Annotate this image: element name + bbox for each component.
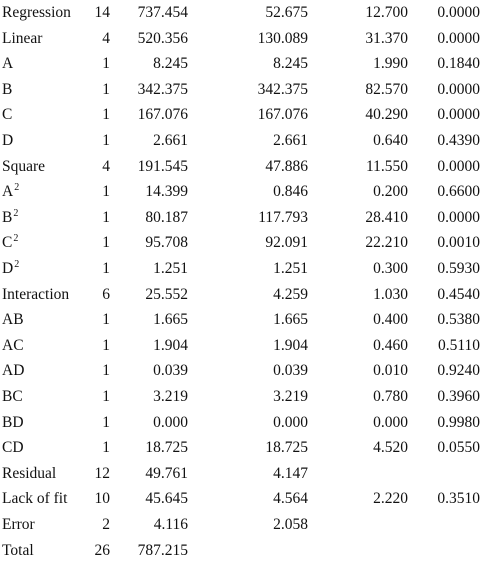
source-label: AC <box>2 336 24 354</box>
mean-square-cell: 4.147 <box>273 464 308 482</box>
sum-of-squares-cell: 49.761 <box>145 464 188 482</box>
p-value-cell: 0.3960 <box>437 388 480 405</box>
source-cell <box>2 256 19 281</box>
source-cell <box>2 538 34 563</box>
df-cell: 1 <box>102 362 110 380</box>
mean-square-cell: 0.846 <box>273 183 308 201</box>
table-row <box>0 538 474 563</box>
df-cell: 1 <box>102 55 110 73</box>
mean-square-cell: 92.091 <box>265 234 308 252</box>
mean-square-cell: 2.661 <box>273 132 308 149</box>
p-value-cell: 0.4540 <box>437 285 480 303</box>
df-cell: 10 <box>94 490 110 508</box>
df-cell: 2 <box>102 516 110 533</box>
source-cell <box>2 128 13 153</box>
f-value-cell: 28.410 <box>365 208 408 226</box>
source-cell <box>2 384 23 409</box>
source-label: A <box>2 55 14 73</box>
df-cell: 1 <box>102 413 110 431</box>
source-cell <box>2 154 45 179</box>
f-value-cell: 11.550 <box>365 157 408 175</box>
f-value-cell: 31.370 <box>365 29 408 47</box>
source-cell <box>2 333 24 358</box>
sum-of-squares-cell: 1.665 <box>153 311 188 329</box>
table-row <box>0 51 480 76</box>
p-value-cell: 0.0000 <box>437 80 480 98</box>
mean-square-cell: 1.904 <box>273 336 308 354</box>
df-cell: 6 <box>102 285 110 303</box>
f-value-cell: 0.200 <box>373 183 408 201</box>
sum-of-squares-cell: 737.454 <box>137 4 188 21</box>
df-cell: 4 <box>102 29 110 47</box>
source-cell <box>2 282 69 307</box>
p-value-cell <box>412 512 480 537</box>
p-value-cell <box>412 461 480 486</box>
df-cell: 14 <box>94 4 110 21</box>
mean-square-cell: 1.251 <box>273 260 308 277</box>
sum-of-squares-cell: 167.076 <box>137 106 188 124</box>
table-row <box>0 77 480 102</box>
df-cell: 26 <box>94 541 110 559</box>
mean-square-cell: 52.675 <box>265 4 308 21</box>
mean-square-cell: 1.665 <box>273 311 308 329</box>
source-cell <box>2 102 12 127</box>
superscript: 2 <box>13 233 19 245</box>
source-label: Square <box>2 157 46 175</box>
f-value-cell <box>340 512 408 537</box>
table-row <box>0 179 480 204</box>
source-label: AB <box>2 311 24 329</box>
df-cell: 1 <box>102 439 110 457</box>
source-cell <box>2 410 24 435</box>
source-cell <box>2 51 13 76</box>
f-value-cell: 0.000 <box>373 413 408 431</box>
source-label: Error <box>2 516 35 533</box>
p-value-cell <box>412 538 480 563</box>
table-row <box>0 26 480 51</box>
df-cell: 1 <box>102 80 110 98</box>
p-value-cell: 0.1840 <box>437 55 480 73</box>
sum-of-squares-cell: 342.375 <box>137 80 188 98</box>
f-value-cell: 0.460 <box>373 336 408 354</box>
table-row <box>0 102 480 127</box>
df-cell: 1 <box>102 132 110 149</box>
p-value-cell: 0.9240 <box>437 362 480 380</box>
df-cell: 1 <box>102 183 110 201</box>
sum-of-squares-cell: 1.904 <box>153 336 188 354</box>
sum-of-squares-cell: 787.215 <box>137 541 188 559</box>
source-label: Interaction <box>2 285 70 303</box>
df-cell: 1 <box>102 311 110 329</box>
p-value-cell: 0.5110 <box>437 336 480 354</box>
source-cell <box>2 205 18 230</box>
table-row <box>0 461 474 486</box>
table-row <box>0 358 480 383</box>
table-row <box>0 384 480 409</box>
df-cell: 1 <box>102 336 110 354</box>
sum-of-squares-cell: 25.552 <box>145 285 188 303</box>
mean-square-cell: 47.886 <box>265 157 308 175</box>
source-label: A <box>2 183 14 201</box>
source-cell <box>2 358 24 383</box>
f-value-cell <box>340 461 408 486</box>
sum-of-squares-cell: 1.251 <box>153 260 188 277</box>
f-value-cell: 2.220 <box>373 490 408 508</box>
p-value-cell: 0.3510 <box>437 490 480 508</box>
source-label: Total <box>2 541 34 559</box>
source-cell <box>2 307 24 332</box>
source-label: Regression <box>2 4 71 21</box>
p-value-cell: 0.0010 <box>437 234 480 252</box>
mean-square-cell: 18.725 <box>265 439 308 457</box>
sum-of-squares-cell: 18.725 <box>145 439 188 457</box>
sum-of-squares-cell: 0.039 <box>153 362 188 380</box>
superscript: 2 <box>14 259 20 270</box>
superscript: 2 <box>14 182 20 194</box>
source-cell <box>2 230 18 255</box>
source-cell <box>2 179 19 204</box>
p-value-cell: 0.0550 <box>437 439 480 457</box>
table-row <box>0 128 480 153</box>
f-value-cell: 0.640 <box>373 132 408 149</box>
f-value-cell <box>340 538 408 563</box>
sum-of-squares-cell: 8.245 <box>153 55 188 73</box>
source-label: C <box>2 106 13 124</box>
source-label: AD <box>2 362 25 380</box>
mean-square-cell: 0.000 <box>273 413 308 431</box>
p-value-cell: 0.6600 <box>437 183 480 201</box>
f-value-cell: 4.520 <box>373 439 408 457</box>
mean-square-cell: 2.058 <box>273 516 308 533</box>
source-cell <box>2 512 35 537</box>
source-label: B <box>2 80 13 98</box>
source-label: Residual <box>2 464 57 482</box>
mean-square-cell <box>240 538 308 563</box>
source-cell <box>2 0 71 25</box>
df-cell: 4 <box>102 157 110 175</box>
f-value-cell: 1.030 <box>373 285 408 303</box>
mean-square-cell: 342.375 <box>257 80 308 98</box>
sum-of-squares-cell: 0.000 <box>153 413 188 431</box>
table-row <box>0 410 480 435</box>
table-row <box>0 307 480 332</box>
mean-square-cell: 4.564 <box>273 490 308 508</box>
source-label: D <box>2 260 14 277</box>
table-row <box>0 512 474 537</box>
source-label: Lack of fit <box>2 490 68 508</box>
source-cell <box>2 26 42 51</box>
table-row <box>0 435 480 460</box>
f-value-cell: 0.780 <box>373 388 408 405</box>
df-cell: 1 <box>102 260 110 277</box>
f-value-cell: 22.210 <box>365 234 408 252</box>
source-cell <box>2 461 56 486</box>
p-value-cell: 0.9980 <box>437 413 480 431</box>
sum-of-squares-cell: 520.356 <box>137 29 188 47</box>
mean-square-cell: 117.793 <box>258 208 308 226</box>
source-label: B <box>2 208 13 226</box>
source-label: Linear <box>2 29 43 47</box>
table-row <box>0 282 480 307</box>
source-cell <box>2 486 67 511</box>
superscript: 2 <box>13 207 19 219</box>
df-cell: 12 <box>94 464 110 482</box>
sum-of-squares-cell: 191.545 <box>137 157 188 175</box>
source-label: D <box>2 132 14 149</box>
source-label: CD <box>2 439 24 457</box>
sum-of-squares-cell: 14.399 <box>145 183 188 201</box>
mean-square-cell: 3.219 <box>273 388 308 405</box>
f-value-cell: 12.700 <box>365 4 408 21</box>
df-cell: 1 <box>102 106 110 124</box>
mean-square-cell: 130.089 <box>257 29 308 47</box>
table-row <box>0 230 480 255</box>
p-value-cell: 0.0000 <box>437 157 480 175</box>
sum-of-squares-cell: 45.645 <box>145 490 188 508</box>
table-row <box>0 154 480 179</box>
p-value-cell: 0.5380 <box>437 311 480 329</box>
f-value-cell: 82.570 <box>365 80 408 98</box>
mean-square-cell: 8.245 <box>273 55 308 73</box>
mean-square-cell: 167.076 <box>257 106 308 124</box>
p-value-cell: 0.5930 <box>437 260 480 277</box>
sum-of-squares-cell: 80.187 <box>145 208 188 226</box>
source-label: BC <box>2 388 23 405</box>
f-value-cell: 0.400 <box>373 311 408 329</box>
mean-square-cell: 0.039 <box>273 362 308 380</box>
f-value-cell: 1.990 <box>373 55 408 73</box>
p-value-cell: 0.0000 <box>437 4 480 21</box>
p-value-cell: 0.4390 <box>437 132 480 149</box>
table-row <box>0 0 480 25</box>
f-value-cell: 40.290 <box>365 106 408 124</box>
f-value-cell: 0.300 <box>373 260 408 277</box>
sum-of-squares-cell: 4.116 <box>153 516 188 533</box>
p-value-cell: 0.0000 <box>437 106 480 124</box>
p-value-cell: 0.0000 <box>437 208 480 226</box>
df-cell: 1 <box>102 234 110 252</box>
source-cell <box>2 77 12 102</box>
p-value-cell: 0.0000 <box>437 29 480 47</box>
f-value-cell: 0.010 <box>373 362 408 380</box>
source-label: BD <box>2 413 24 431</box>
mean-square-cell: 4.259 <box>273 285 308 303</box>
table-row <box>0 256 480 281</box>
table-row <box>0 205 480 230</box>
sum-of-squares-cell: 3.219 <box>153 388 188 405</box>
table-row <box>0 333 480 358</box>
source-cell <box>2 435 24 460</box>
sum-of-squares-cell: 2.661 <box>153 132 188 149</box>
sum-of-squares-cell: 95.708 <box>145 234 188 252</box>
df-cell: 1 <box>102 388 110 405</box>
source-label: C <box>2 234 13 252</box>
df-cell: 1 <box>102 208 110 226</box>
table-row <box>0 486 480 511</box>
